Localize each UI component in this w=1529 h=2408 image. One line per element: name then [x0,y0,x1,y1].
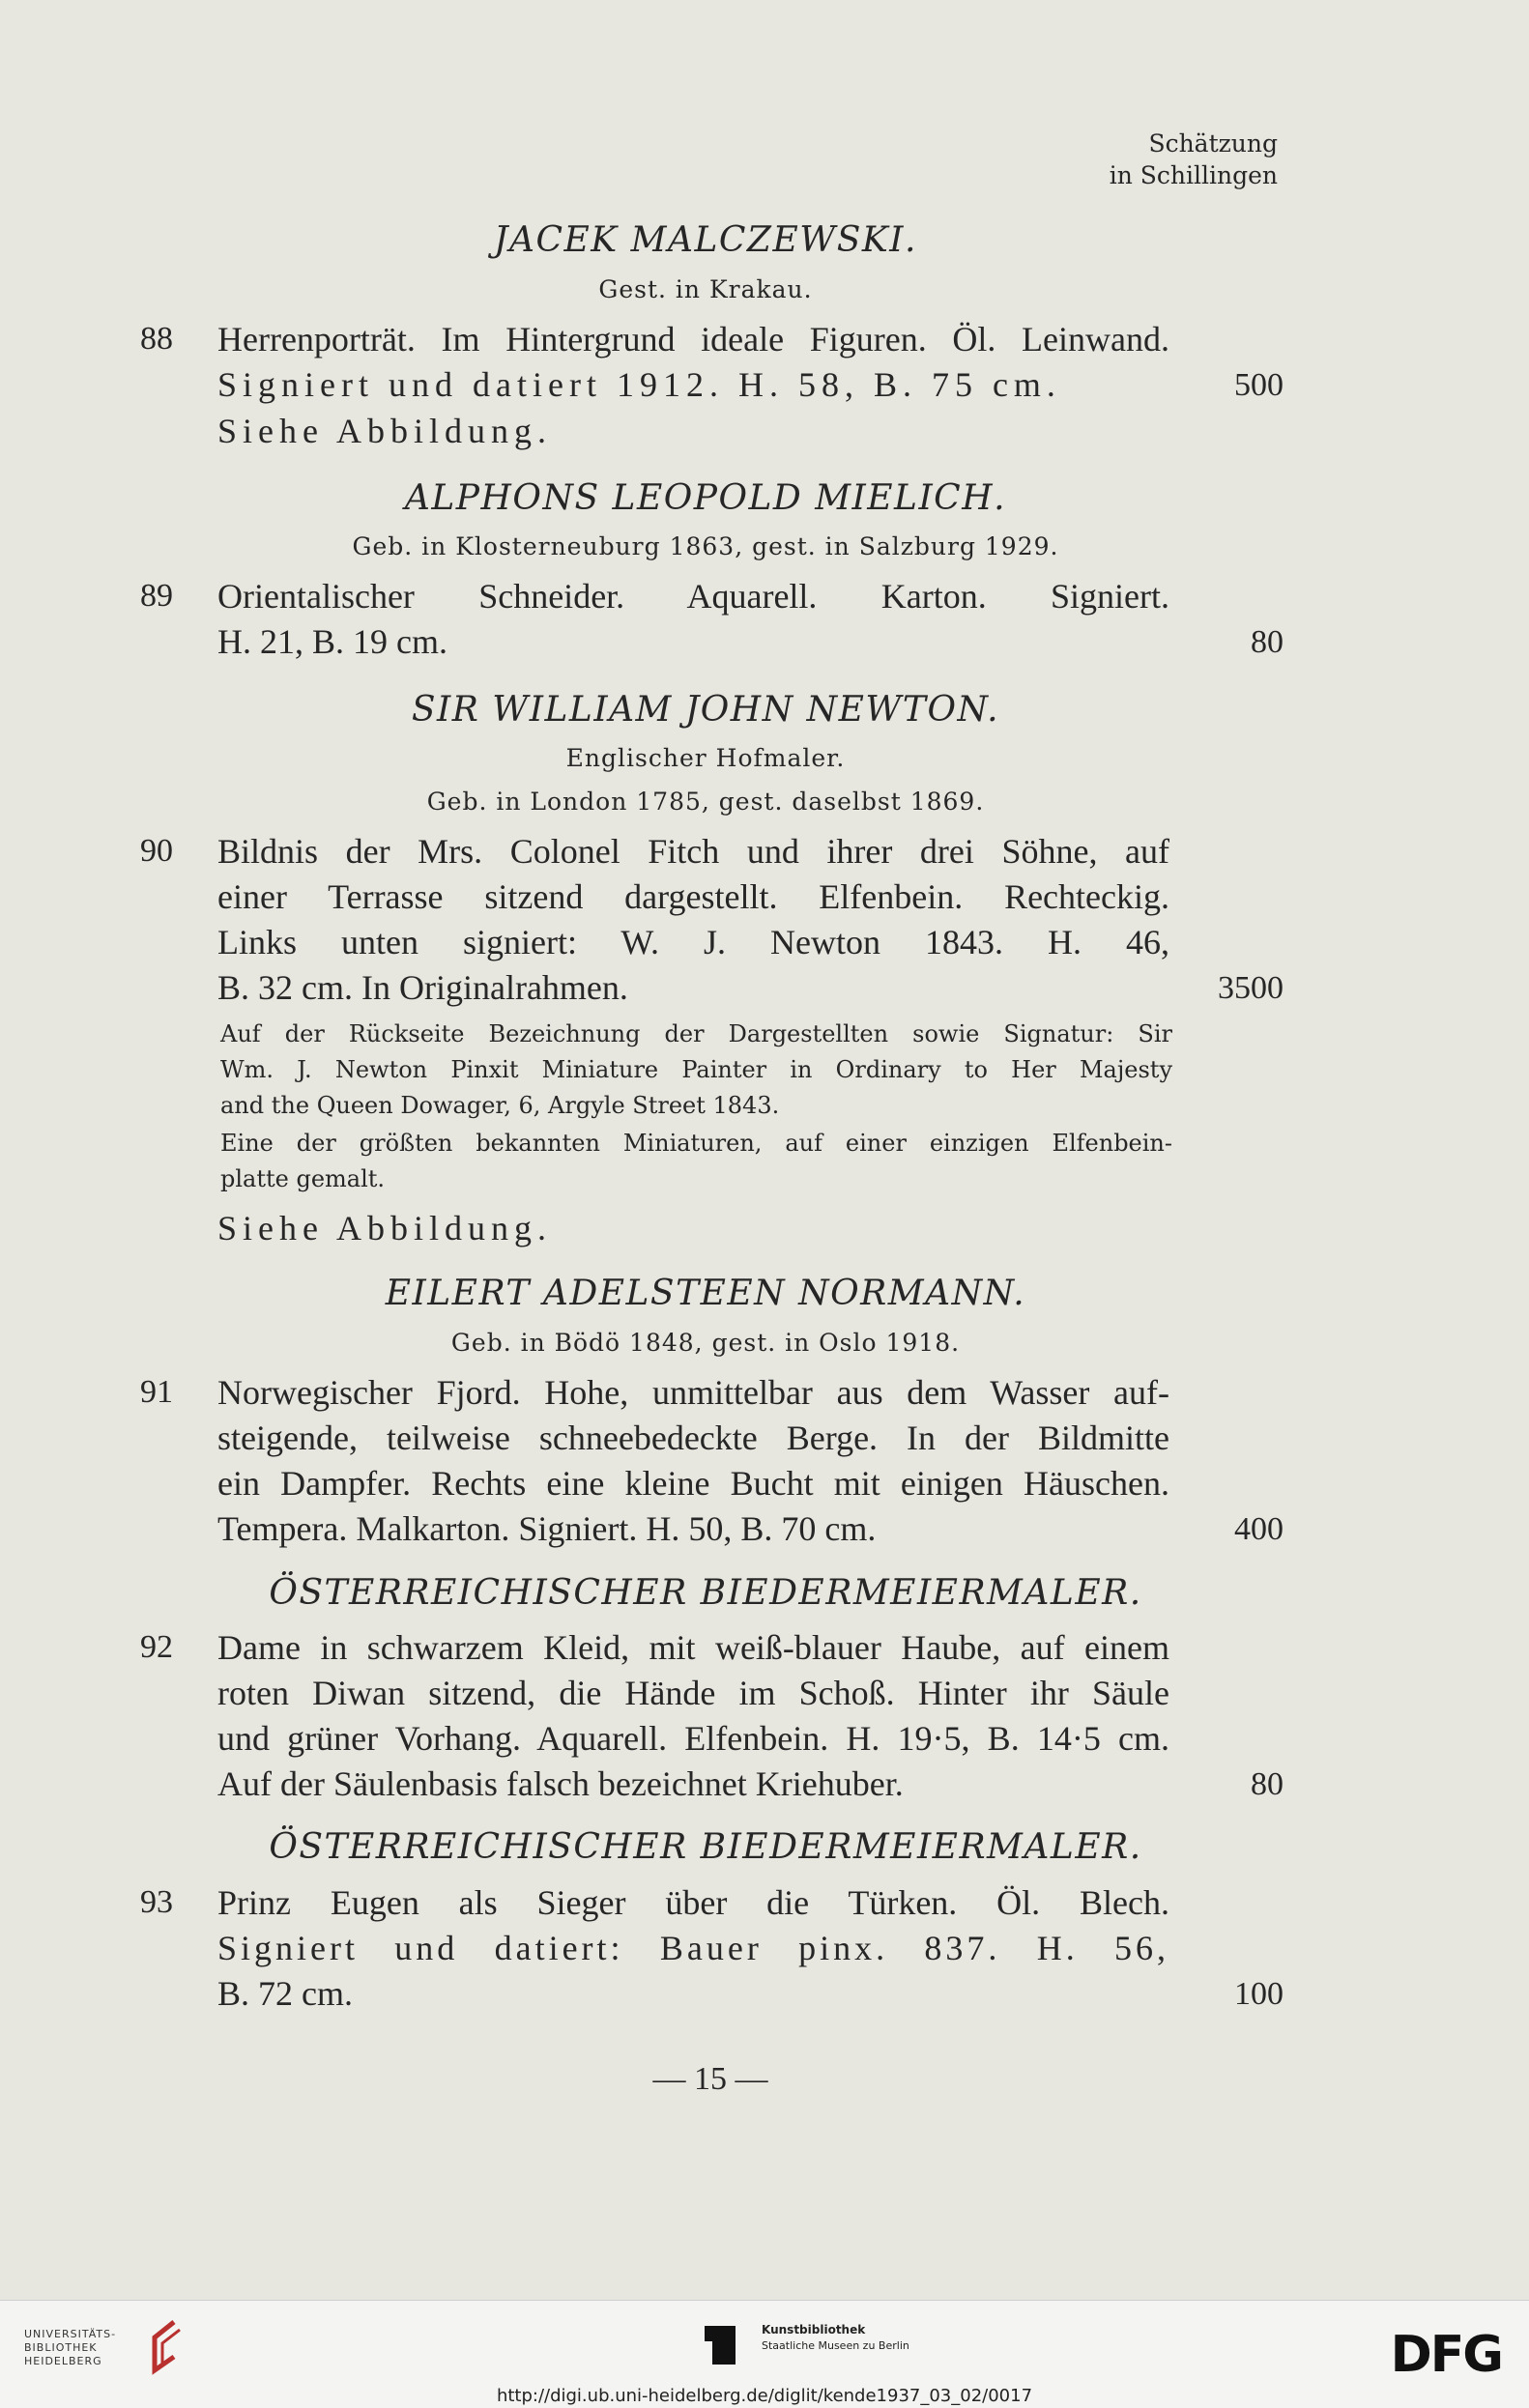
lot-description-line: Tempera. Malkarton. Signiert. H. 50, B. 70 cm. [217,1509,877,1548]
lot-estimate: 80 [1251,1766,1284,1802]
artist-bio: Englischer Hofmaler. [565,744,846,772]
kunstbibliothek-label: Kunstbibliothek Staatliche Museen zu Berlin [762,2323,909,2352]
lot-note-line: platte gemalt. [220,1165,386,1192]
lot-number: 90 [140,833,173,869]
lot-description-line: B. 32 cm. In Originalrahmen. [217,968,628,1007]
lot-description-line: Links unten signiert: W. J. Newton 1843. H. 46, [217,923,1169,961]
lot-estimate: 100 [1234,1976,1284,2012]
artist-name: JACEK MALCZEWSKI. [494,220,917,260]
artist-name: SIR WILLIAM JOHN NEWTON. [411,690,1000,730]
see-illustration: Siehe Abbildung. [217,1209,552,1247]
lot-estimate: 80 [1251,624,1284,660]
lot-estimate: 500 [1234,367,1284,403]
artist-bio: Gest. in Krakau. [598,275,813,303]
lot-number: 89 [140,578,173,614]
lot-note-line: Eine der größten bekannten Miniaturen, auf einer einzigen Elfenbein- [220,1130,1172,1157]
kunstbibliothek-logo-icon [701,2322,739,2368]
lot-description-line: B. 72 cm. [217,1974,353,2013]
artist-bio: Geb. in London 1785, gest. daselbst 1869. [426,788,985,816]
viewer-footer [0,2300,1529,2408]
lot-note-line: Wm. J. Newton Pinxit Miniature Painter in Ordinary to Her Majesty [220,1056,1172,1083]
artist-bio: Geb. in Bödö 1848, gest. in Oslo 1918. [450,1329,961,1357]
lot-number: 88 [140,321,173,357]
lot-number: 91 [140,1374,173,1410]
lot-description-line: einer Terrasse sitzend dargestellt. Elfenbein. Rechteckig. [217,877,1169,916]
lot-estimate: 3500 [1218,970,1284,1006]
artist-bio: Geb. in Klosterneuburg 1863, gest. in Salzburg 1929. [352,532,1059,560]
lot-description-line: Auf der Säulenbasis falsch bezeichnet Kriehuber. [217,1764,904,1803]
lot-description-line: Herrenporträt. Im Hintergrund ideale Figuren. Öl. Leinwand. [217,320,1169,358]
header-line-2: in Schillingen [1109,161,1278,189]
dfg-logo: DFG [1390,2326,1502,2384]
lot-description-line: Signiert und datiert: Bauer pinx. 837. H. 56, [217,1929,1169,1967]
artist-name: ÖSTERREICHISCHER BIEDERMEIERMALER. [269,1573,1142,1613]
lot-description-line: Dame in schwarzem Kleid, mit weiß-blauer Haube, auf einem [217,1628,1169,1667]
lot-description-line: ein Dampfer. Rechts eine kleine Bucht mit einigen Häuschen. [217,1464,1169,1503]
page-url-link[interactable]: http://digi.ub.uni-heidelberg.de/diglit/kende1937_03_02/0017 [496,2386,1033,2406]
lot-description-line: Siehe Abbildung. [217,412,552,450]
lot-number: 92 [140,1629,173,1665]
lot-description-line: Bildnis der Mrs. Colonel Fitch und ihrer drei Söhne, auf [217,832,1169,871]
lot-description-line: roten Diwan sitzend, die Hände im Schoß. Hinter ihr Säule [217,1674,1169,1712]
university-library-logo-icon [145,2318,186,2376]
lot-description-line: Orientalischer Schneider. Aquarell. Karton. Signiert. [217,577,1169,616]
lot-description-line: und grüner Vorhang. Aquarell. Elfenbein. H. 19·5, B. 14·5 cm. [217,1719,1169,1758]
estimate-column-header [1110,128,1278,191]
artist-name: EILERT ADELSTEEN NORMANN. [385,1274,1026,1313]
university-library-label: UNIVERSITÄTS- BIBLIOTHEK HEIDELBERG [24,2328,117,2367]
artist-name: ÖSTERREICHISCHER BIEDERMEIERMALER. [269,1827,1142,1867]
lot-estimate: 400 [1234,1511,1284,1547]
lot-description-line: Signiert und datiert 1912. H. 58, B. 75 cm. [217,365,1061,404]
lot-description-line: H. 21, B. 19 cm. [217,622,447,661]
header-line-1: Schätzung [1148,129,1278,158]
lot-description-line: Norwegischer Fjord. Hohe, unmittelbar aus dem Wasser auf- [217,1373,1169,1412]
lot-note-line: and the Queen Dowager, 6, Argyle Street 1843. [220,1092,780,1119]
lot-note-line: Auf der Rückseite Bezeichnung der Dargestellten sowie Signatur: Sir [220,1020,1172,1047]
lot-description-line: Prinz Eugen als Sieger über die Türken. Öl. Blech. [217,1883,1169,1922]
lot-description-line: steigende, teilweise schneebedeckte Berge. In der Bildmitte [217,1419,1169,1457]
artist-name: ALPHONS LEOPOLD MIELICH. [404,478,1007,518]
page-number: — 15 — [652,2061,768,2097]
lot-number: 93 [140,1884,173,1920]
